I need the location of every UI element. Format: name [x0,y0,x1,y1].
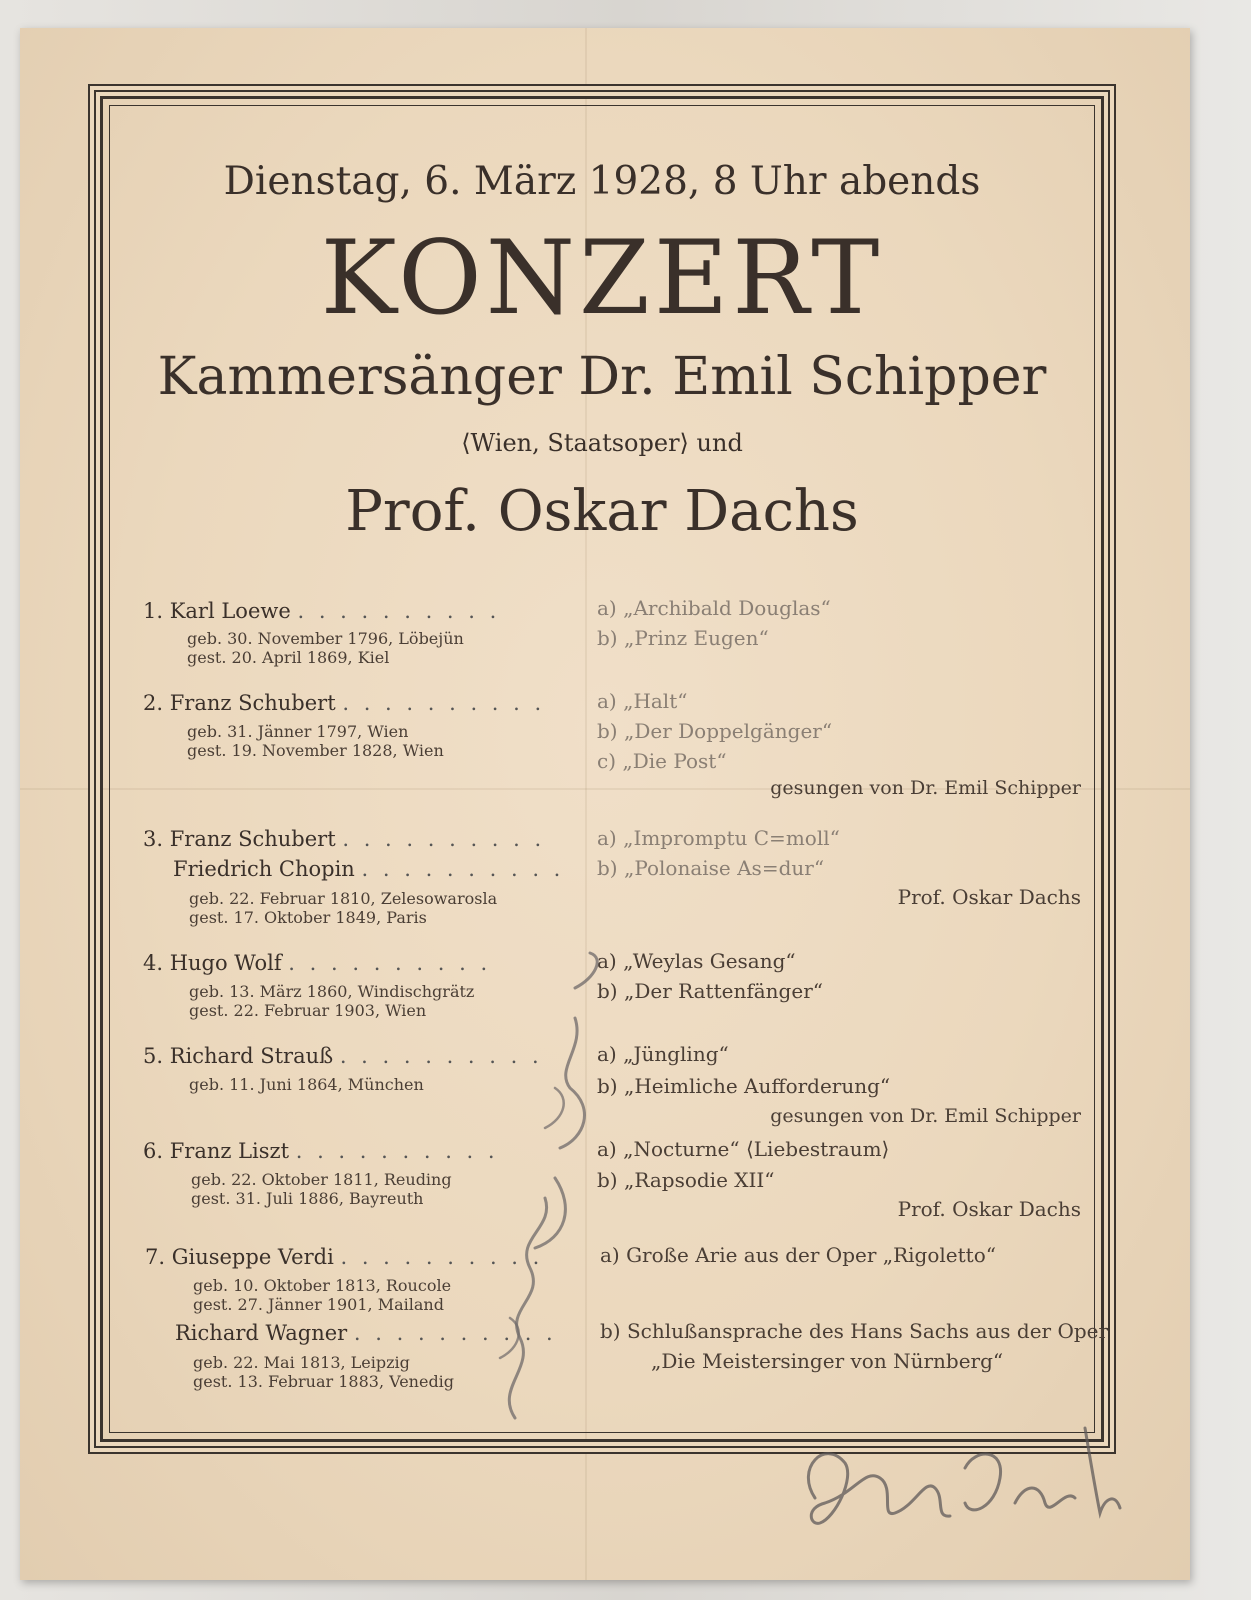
performer-credit: gesungen von Dr. Emil Schipper [770,777,1081,799]
program-item-composer: 2. Franz Schubert . . . . . . . . . . [143,691,546,715]
program-item-composer: 7. Giuseppe Verdi . . . . . . . . . . [145,1245,544,1269]
concert-date: Dienstag, 6. März 1928, 8 Uhr abends [223,159,981,204]
composer-bio: geb. 22. Februar 1810, Zelesowarosla gest. 17. Oktober 1849, Paris [189,889,498,927]
handwritten-signature-dachs [785,1408,1125,1548]
composer-bio: geb. 11. Juni 1864, München [189,1075,424,1094]
composer-bio: geb. 13. März 1860, Windischgrätz gest. 22. Februar 1903, Wien [189,982,475,1020]
work-title: c) „Die Post“ [597,749,727,773]
work-title: b) „Rapsodie XII“ [597,1168,775,1192]
work-title: b) „Polonaise As=dur“ [597,856,825,880]
work-title: a) „Archibald Douglas“ [597,596,831,620]
work-title: a) „Weylas Gesang“ [597,949,796,973]
concert-program-sheet [20,28,1190,1580]
work-title: b) Schlußansprache des Hans Sachs aus der Oper [600,1319,1109,1343]
work-title: a) „Halt“ [597,689,688,713]
program-item-composer: 3. Franz Schubert . . . . . . . . . . [143,827,546,851]
performer-1-name: Kammersänger Dr. Emil Schipper [157,347,1047,407]
handwritten-signature-vertical [475,948,625,1428]
program-item-composer: 6. Franz Liszt . . . . . . . . . . [143,1139,499,1163]
composer-bio: geb. 30. November 1796, Löbejün gest. 20. April 1869, Kiel [187,629,464,667]
composer-bio: geb. 22. Mai 1813, Leipzig gest. 13. Februar 1883, Venedig [193,1353,455,1391]
performer-credit: gesungen von Dr. Emil Schipper [770,1105,1081,1127]
program-item-composer: 5. Richard Strauß . . . . . . . . . . [143,1044,543,1068]
work-title: a) „Impromptu C=moll“ [597,826,840,850]
composer-bio: geb. 22. Oktober 1811, Reuding gest. 31. Juli 1886, Bayreuth [191,1170,452,1208]
performer-credit: Prof. Oskar Dachs [897,1197,1081,1221]
program-item-composer: 1. Karl Loewe . . . . . . . . . . [143,599,501,623]
performer-credit: Prof. Oskar Dachs [897,885,1081,909]
program-item-composer-2: Richard Wagner . . . . . . . . . . [175,1321,557,1345]
performer-1-affiliation: ⟨Wien, Staatsoper⟩ und [461,429,743,457]
program-item-composer: 4. Hugo Wolf . . . . . . . . . . [143,951,492,975]
work-title: a) Große Arie aus der Oper „Rigoletto“ [600,1243,996,1267]
composer-bio: geb. 10. Oktober 1813, Roucole gest. 27. Jänner 1901, Mailand [193,1276,452,1314]
work-title: b) „Prinz Eugen“ [597,626,769,650]
work-title: b) „Der Rattenfänger“ [597,979,823,1003]
performer-2-name: Prof. Oskar Dachs [345,479,859,544]
work-title: a) „Jüngling“ [597,1042,729,1066]
composer-bio: geb. 31. Jänner 1797, Wien gest. 19. November 1828, Wien [187,722,444,760]
program-item-composer-2: Friedrich Chopin . . . . . . . . . . [173,857,565,881]
work-title: b) „Der Doppelgänger“ [597,719,833,743]
concert-title: KONZERT [320,219,884,338]
work-title: a) „Nocturne“ ⟨Liebestraum⟩ [597,1137,890,1161]
work-title: b) „Heimliche Aufforderung“ [597,1074,891,1098]
work-title: „Die Meistersinger von Nürnberg“ [651,1349,1004,1373]
